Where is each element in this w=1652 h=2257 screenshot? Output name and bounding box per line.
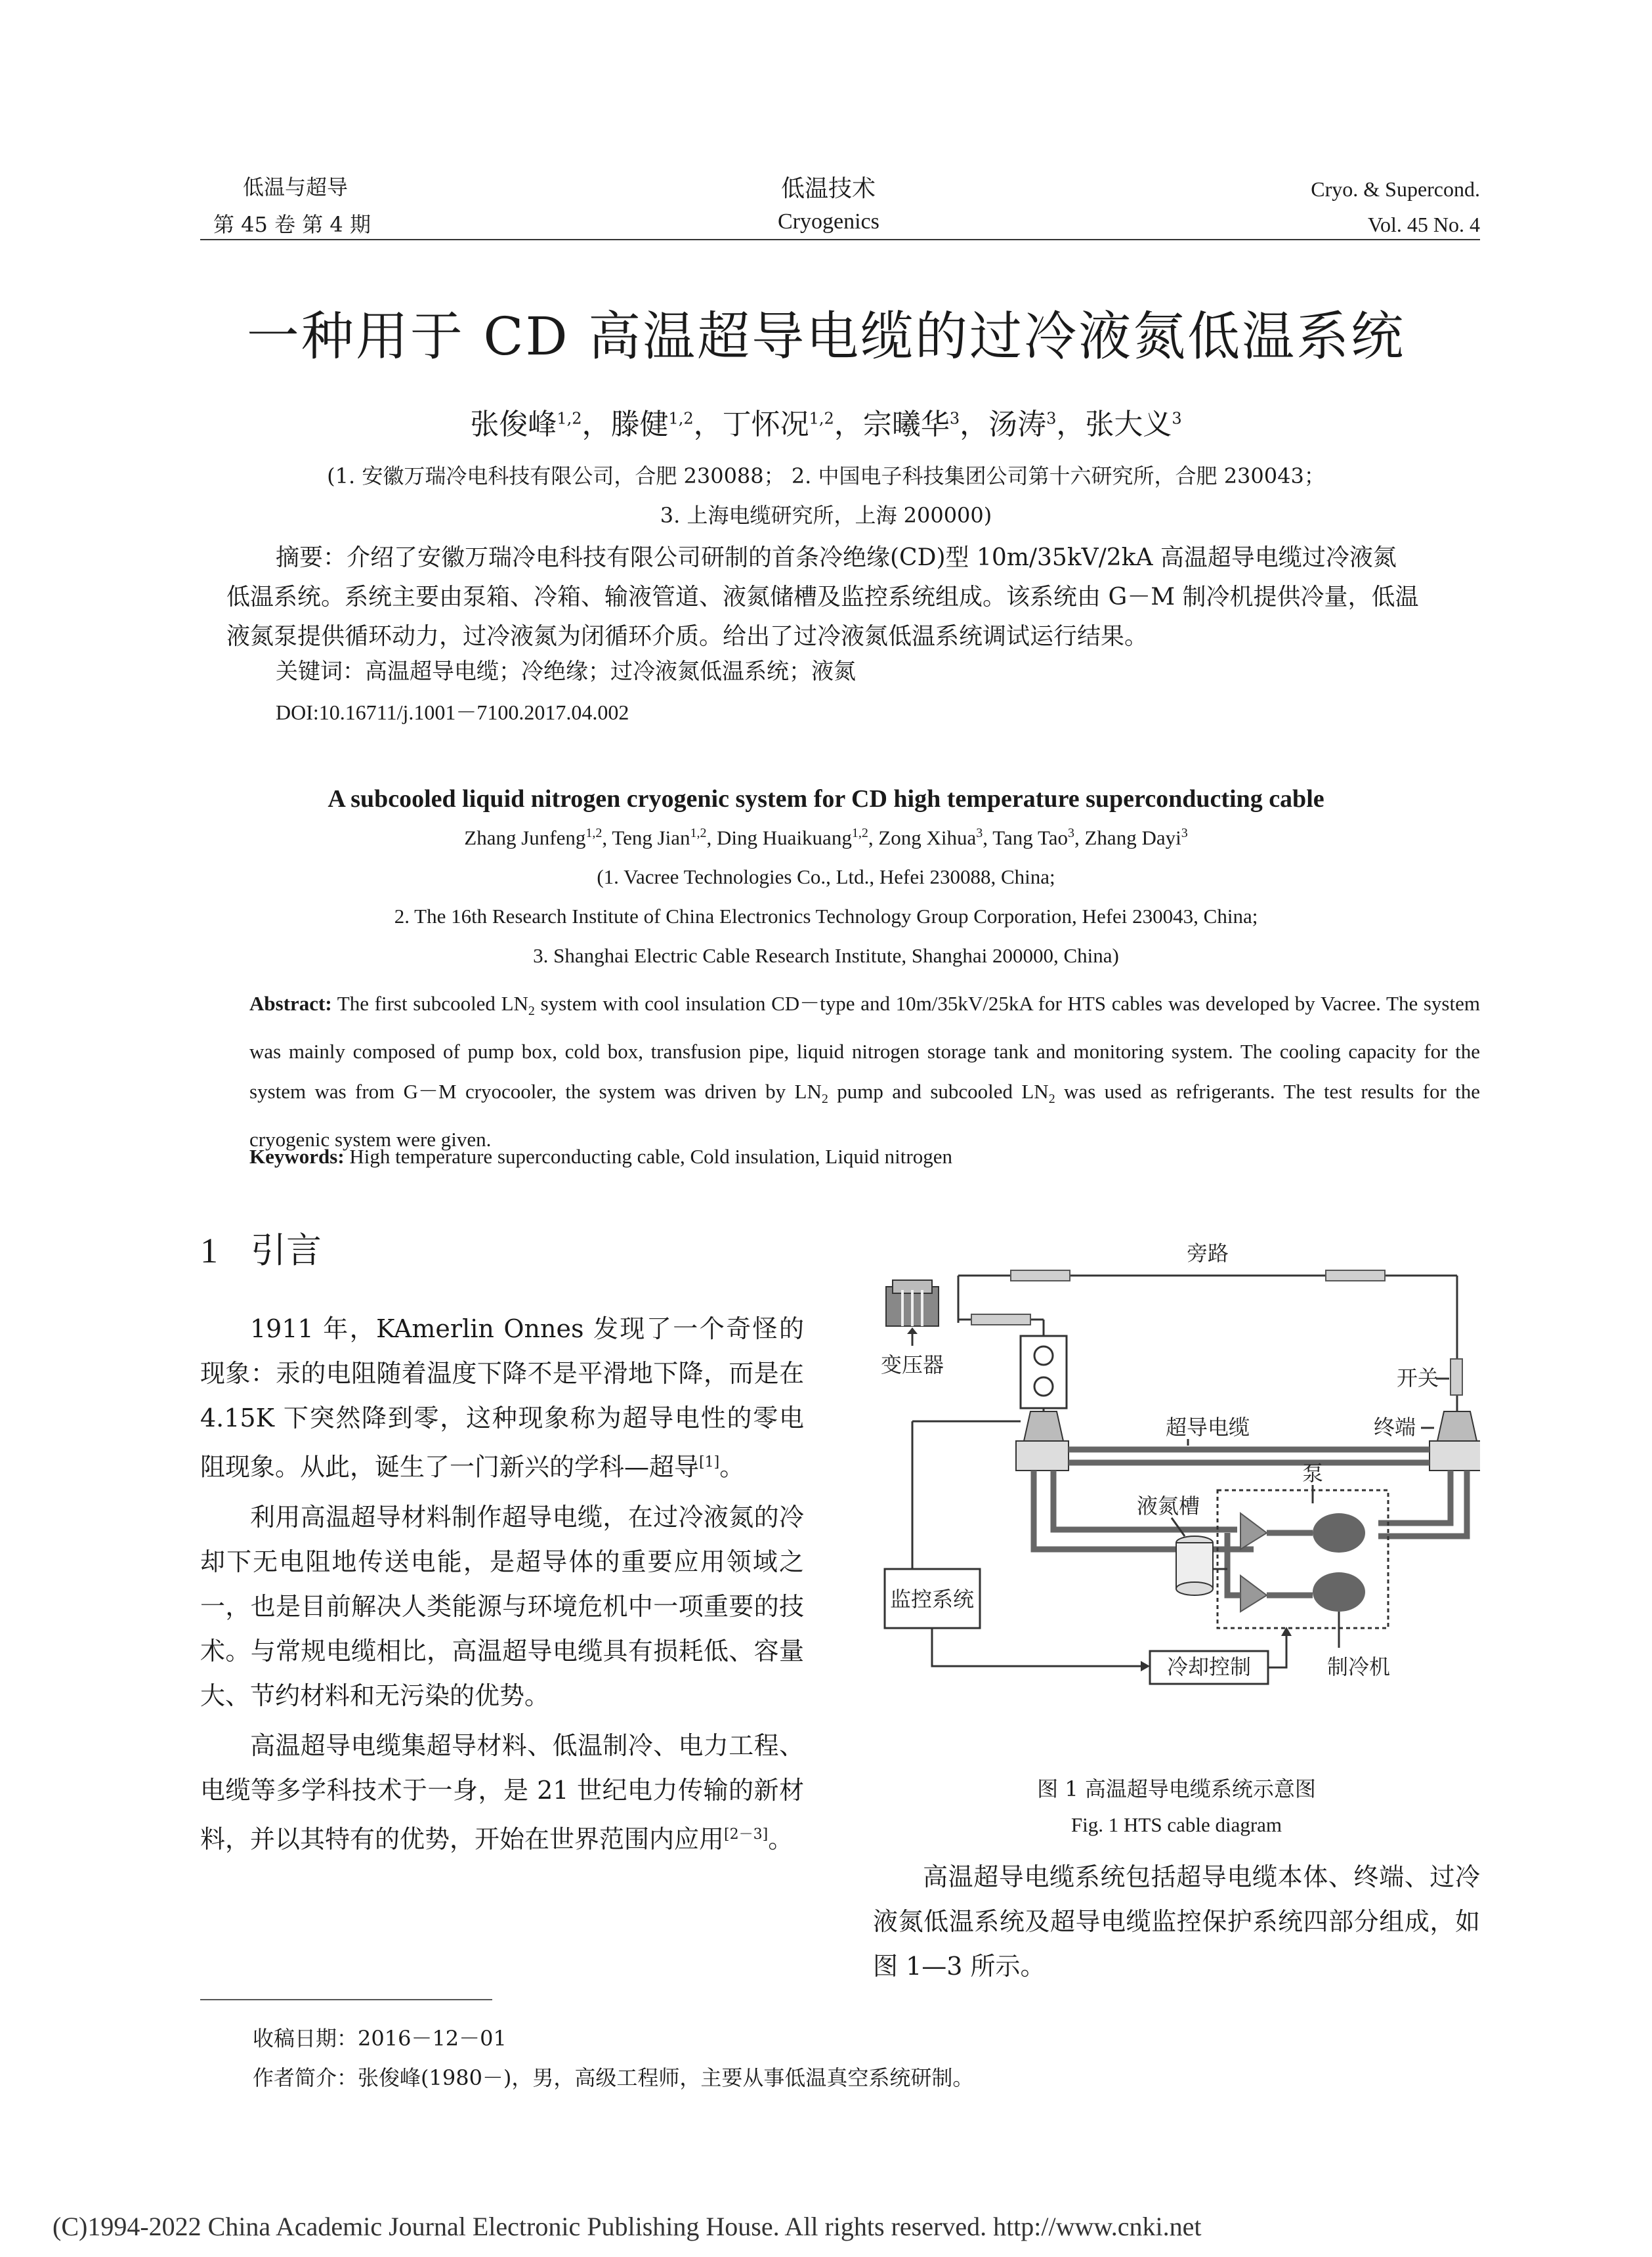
- transformer-pipe: [971, 1314, 1030, 1325]
- author-affiliation-mark: 3: [1068, 826, 1074, 840]
- author-name: 宗曦华: [862, 408, 950, 441]
- cryocooler-icon: [1313, 1572, 1365, 1612]
- author-name: Teng Jian: [612, 826, 690, 849]
- abstract-zh-line: 液氮泵提供循环动力，过冷液氮为闭循环介质。给出了过冷液氮低温系统调试运行结果。: [226, 623, 1149, 650]
- bypass-label: 旁路: [1186, 1241, 1229, 1266]
- cryocooler-label: 制冷机: [1326, 1654, 1391, 1679]
- abstract-zh-line: 摘要：介绍了安徽万瑞冷电科技有限公司研制的首条冷绝缘(CD)型 10m/35kV/2kA 高温超导电缆过冷液氮: [276, 544, 1397, 571]
- copyright-notice: (C)1994-2022 China Academic Journal Electronic Publishing House. All rights reserved. http://www.cnki.net: [53, 2212, 1202, 2241]
- english-author-list: [0, 826, 1652, 849]
- author-affiliation-mark: 3: [1181, 826, 1188, 840]
- footnote-rule: [200, 1999, 492, 2000]
- section-name-en: Cryogenics: [778, 209, 879, 234]
- subscript: 2: [528, 1004, 535, 1019]
- bypass-pipe: [1326, 1270, 1385, 1281]
- breaker-icon: [1021, 1336, 1067, 1408]
- paper-title: 一种用于 CD 高温超导电缆的过冷液氮低温系统: [246, 306, 1406, 367]
- abstract-zh-line: 低温系统。系统主要由泵箱、冷箱、输液管道、液氮储槽及监控系统组成。该系统由 G－M 制冷机提供冷量，低温: [226, 584, 1419, 611]
- terminal-right-icon: [1430, 1398, 1480, 1471]
- terminal-left-icon: [1016, 1408, 1069, 1471]
- author-affiliation-mark: 1,2: [851, 826, 868, 840]
- keywords-text: High temperature superconducting cable, Cold insulation, Liquid nitrogen: [344, 1145, 952, 1168]
- author-name: 张俊峰: [470, 408, 557, 441]
- author-list: [0, 400, 1652, 442]
- superconducting-cable: [1069, 1450, 1430, 1463]
- subscript: 2: [1048, 1092, 1055, 1107]
- abstract-text: was used as refrigerants. The test results for the cryogenic system were given.: [249, 1080, 1481, 1151]
- author-separator: ，: [582, 408, 611, 441]
- author-affiliation-mark: 1,2: [557, 409, 582, 428]
- english-affiliation-1: (1. Vacree Technologies Co., Ltd., Hefei 230088, China;: [597, 865, 1055, 888]
- journal-name-zh: 低温与超导: [243, 175, 349, 200]
- author-affiliation-mark: 3: [1172, 409, 1182, 428]
- switch-label: 开关: [1396, 1365, 1439, 1390]
- abstract-zh: [226, 538, 1460, 656]
- keywords-label: Keywords:: [249, 1145, 345, 1168]
- author-separator: ，: [834, 408, 863, 441]
- author-separator: ，: [1056, 408, 1086, 441]
- citation: [1]: [699, 1454, 720, 1471]
- author-affiliation-mark: 1,2: [690, 826, 707, 840]
- english-abstract: [249, 983, 1480, 1159]
- author-name: Tang Tao: [992, 826, 1068, 849]
- doi: DOI:10.16711/j.1001－7100.2017.04.002: [276, 700, 629, 724]
- body-paragraph: [200, 1723, 804, 1862]
- switch-icon: [1451, 1359, 1462, 1395]
- ln2-tank-icon: [1176, 1536, 1227, 1595]
- keywords-zh: 关键词：高温超导电缆；冷绝缘；过冷液氮低温系统；液氮: [276, 658, 856, 685]
- author-name: 张大义: [1085, 408, 1172, 441]
- author-affiliation-mark: 3: [1046, 409, 1057, 428]
- figure-caption-en: Fig. 1 HTS cable diagram: [1070, 1813, 1282, 1836]
- author-affiliation-mark: 3: [976, 826, 983, 840]
- footnote-author: 作者简介：张俊峰(1980－)，男，高级工程师，主要从事低温真空系统研制。: [253, 2065, 974, 2090]
- figure-1-diagram: [873, 1214, 1480, 1753]
- section-number: 1: [200, 1231, 218, 1270]
- body-text: 1911 年，KAmerlin Onnes 发现了一个奇怪的现象：汞的电阻随着温度下降不是平滑地下降，而是在 4.15K 下突然降到零，这种现象称为超导电性的零电阻现象。从此，诞生了一门新兴的学科—超导: [200, 1314, 804, 1482]
- abstract-text: The first subcooled LN: [331, 992, 528, 1015]
- section-title: 引言: [251, 1230, 322, 1271]
- citation: [2－3]: [724, 1826, 769, 1843]
- affiliation-line-2: 3. 上海电缆研究所，上海 200000): [660, 503, 992, 528]
- author-name: 汤涛: [988, 408, 1047, 441]
- body-text: 。: [768, 1824, 794, 1854]
- section-heading: [200, 1222, 322, 1273]
- terminal-label: 终端: [1373, 1415, 1416, 1440]
- author-separator: ,: [868, 826, 879, 849]
- issue-en: Vol. 45 No. 4: [1368, 213, 1480, 236]
- body-text: 。: [719, 1452, 745, 1482]
- section-name-zh: 低温技术: [781, 175, 876, 202]
- body-right-column: [873, 1855, 1480, 1988]
- body-paragraph: [200, 1306, 804, 1490]
- footnote-received: 收稿日期：2016－12－01: [253, 2026, 507, 2051]
- cable-label: 超导电缆: [1165, 1415, 1250, 1440]
- transformer-icon: [886, 1280, 939, 1346]
- body-text: 高温超导电缆集超导材料、低温制冷、电力工程、电缆等多学科技术于一身，是 21 世纪电力传输的新材料，并以其特有的优势，开始在世界范围内应用: [200, 1730, 804, 1854]
- bypass-pipe: [1011, 1270, 1070, 1281]
- english-keywords: [249, 1145, 952, 1169]
- monitor-label: 监控系统: [889, 1587, 975, 1612]
- journal-name-en: Cryo. & Supercond.: [1311, 177, 1480, 201]
- author-separator: ，: [693, 408, 723, 441]
- subscript: 2: [821, 1092, 828, 1107]
- header-rule: [200, 239, 1480, 240]
- pump-label: 泵: [1302, 1461, 1324, 1486]
- author-separator: ,: [983, 826, 993, 849]
- author-affiliation-mark: 3: [949, 409, 960, 428]
- abstract-label: Abstract:: [249, 992, 332, 1015]
- author-separator: ,: [706, 826, 717, 849]
- author-name: 滕健: [610, 408, 669, 441]
- body-paragraph: 利用高温超导材料制作超导电缆，在过冷液氮的冷却下无电阻地传送电能，是超导体的重要应用领域之一，也是目前解决人类能源与环境危机中一项重要的技术。与常规电缆相比，高温超导电缆具有损耗低、容量大、节约材料和无污染的优势。: [200, 1502, 804, 1710]
- cooling-label: 冷却控制: [1166, 1654, 1252, 1679]
- author-affiliation-mark: 1,2: [585, 826, 603, 840]
- author-name: Ding Huaikuang: [717, 826, 852, 849]
- author-name: Zhang Dayi: [1084, 826, 1181, 849]
- english-title: A subcooled liquid nitrogen cryogenic system for CD high temperature superconducting cable: [328, 785, 1324, 813]
- english-affiliation-3: 3. Shanghai Electric Cable Research Institute, Shanghai 200000, China): [533, 944, 1119, 967]
- figure-caption-zh: 图 1 高温超导电缆系统示意图: [1037, 1776, 1316, 1801]
- author-separator: ,: [602, 826, 612, 849]
- author-affiliation-mark: 1,2: [809, 409, 834, 428]
- body-paragraph: 高温超导电缆系统包括超导电缆本体、终端、过冷液氮低温系统及超导电缆监控保护系统四部分组成，如图 1—3 所示。: [873, 1862, 1480, 1981]
- author-name: 丁怀况: [722, 408, 809, 441]
- abstract-text: pump and subcooled LN: [828, 1080, 1049, 1104]
- cryocooler-icon: [1313, 1513, 1365, 1553]
- author-separator: ，: [960, 408, 989, 441]
- issue-zh: 第 45 卷 第 4 期: [213, 212, 371, 237]
- transformer-label: 变压器: [880, 1352, 944, 1377]
- author-name: Zhang Junfeng: [464, 826, 586, 849]
- pump-icon: [1240, 1576, 1267, 1612]
- author-separator: ,: [1074, 826, 1085, 849]
- author-name: Zong Xihua: [878, 826, 977, 849]
- pump-icon: [1240, 1513, 1267, 1549]
- english-affiliation-2: 2. The 16th Research Institute of China Electronics Technology Group Corporation, Hefei 230043, China;: [394, 905, 1258, 928]
- abstract-text: system with cool insulation CD－type and 10m/35kV/25kA for HTS cables was developed by Vacree. The system was mainly composed of pump box, cold box, transfusion pipe, liquid nitrogen storage tank and monitoring system. The cooling capacity for the system was from G－M cryocooler, the system was driven by LN: [249, 992, 1480, 1104]
- affiliation-line-1: (1. 安徽万瑞冷电科技有限公司，合肥 230088； 2. 中国电子科技集团公司第十六研究所，合肥 230043；: [327, 463, 1325, 488]
- body-left-column: [200, 1306, 804, 1861]
- tank-label: 液氮槽: [1136, 1494, 1200, 1518]
- author-affiliation-mark: 1,2: [668, 409, 694, 428]
